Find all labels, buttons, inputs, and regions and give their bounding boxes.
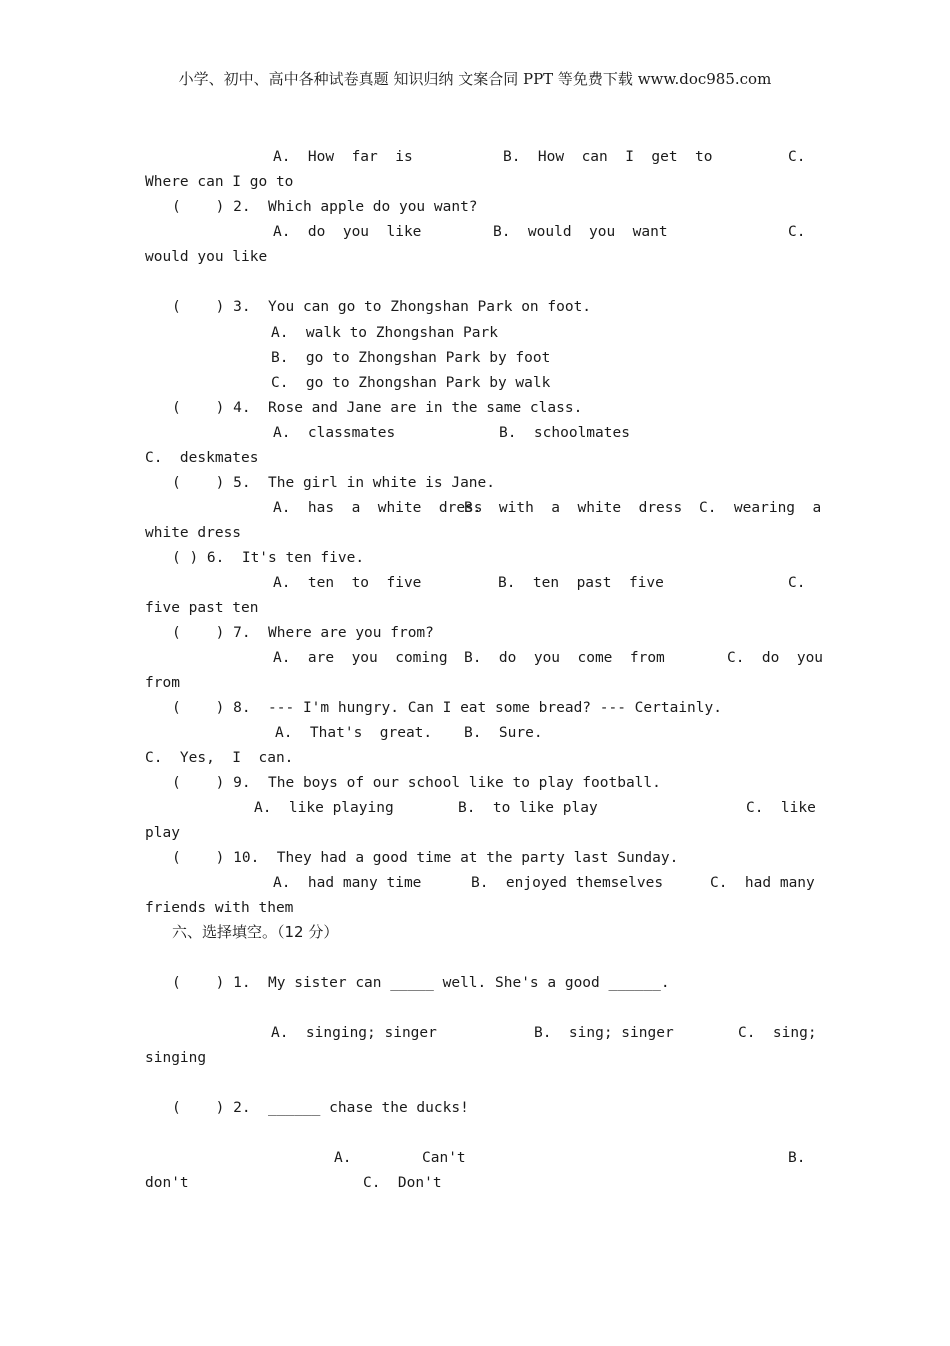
s6-q2-option-c: C. Don't	[363, 1175, 442, 1191]
q6-option-b: B. ten past five	[498, 575, 664, 591]
q7-option-c: C. do you	[727, 650, 824, 666]
s6-q2-option-a: A.	[334, 1150, 352, 1166]
q9-option-c-text: play	[145, 825, 180, 841]
q9-stem: ( ) 9. The boys of our school like to play football.	[172, 775, 661, 791]
q4-option-a: A. classmates	[273, 425, 396, 441]
q3-option-c: C. go to Zhongshan Park by walk	[271, 375, 551, 391]
q6-option-c-text: five past ten	[145, 600, 259, 616]
s6-q2-option-a-text: Can't	[422, 1150, 466, 1166]
s6-q2-option-b-text: don't	[145, 1175, 189, 1191]
q5-option-c-text: white dress	[145, 525, 242, 541]
s6-q1-option-c-text: singing	[145, 1050, 207, 1066]
q2-option-c: C.	[788, 224, 806, 240]
q1-option-a: A. How far is	[273, 149, 413, 165]
q8-option-c: C. Yes, I can.	[145, 750, 294, 766]
s6-q2-stem: ( ) 2. ______ chase the ducks!	[172, 1100, 469, 1116]
q4-option-c: C. deskmates	[145, 450, 259, 466]
q3-option-b: B. go to Zhongshan Park by foot	[271, 350, 551, 366]
q6-option-c: C.	[788, 575, 806, 591]
page-header: 小学、初中、高中各种试卷真题 知识归纳 文案合同 PPT 等免费下载 www.doc985.com	[178, 70, 772, 88]
s6-q1-stem: ( ) 1. My sister can _____ well. She's a good ______.	[172, 975, 670, 991]
q1-option-b: B. How can I get to	[503, 149, 713, 165]
q1-option-c-text: Where can I go to	[145, 174, 294, 190]
q9-option-b: B. to like play	[458, 800, 598, 816]
q7-stem: ( ) 7. Where are you from?	[172, 625, 434, 641]
q7-option-b: B. do you come from	[464, 650, 665, 666]
q6-stem: ( ) 6. It's ten five.	[172, 550, 365, 566]
s6-q2-option-b: B.	[788, 1150, 806, 1166]
q10-option-c-text: friends with them	[145, 900, 294, 916]
q10-stem: ( ) 10. They had a good time at the party last Sunday.	[172, 850, 679, 866]
q3-option-a: A. walk to Zhongshan Park	[271, 325, 498, 341]
q5-option-c: C. wearing a	[699, 500, 822, 516]
q10-option-b: B. enjoyed themselves	[471, 875, 664, 891]
q10-option-a: A. had many time	[273, 875, 422, 891]
q2-option-b: B. would you want	[493, 224, 668, 240]
s6-q1-option-a: A. singing; singer	[271, 1025, 437, 1041]
s6-q1-option-b: B. sing; singer	[534, 1025, 674, 1041]
s6-q1-option-c: C. sing;	[738, 1025, 817, 1041]
q9-option-a: A. like playing	[254, 800, 394, 816]
q4-stem: ( ) 4. Rose and Jane are in the same class.	[172, 400, 583, 416]
q9-option-c: C. like	[746, 800, 816, 816]
q5-option-b: B. with a white dress	[464, 500, 683, 516]
section-6-heading: 六、选择填空。（12 分）	[172, 923, 339, 941]
q8-option-a: A. That's great.	[275, 725, 433, 741]
q10-option-c: C. had many	[710, 875, 815, 891]
q3-stem: ( ) 3. You can go to Zhongshan Park on foot.	[172, 299, 592, 315]
q7-option-a: A. are you coming	[273, 650, 448, 666]
q7-option-c-text: from	[145, 675, 180, 691]
q2-option-c-text: would you like	[145, 249, 268, 265]
q8-stem: ( ) 8. --- I'm hungry. Can I eat some bread? --- Certainly.	[172, 700, 722, 716]
q8-option-b: B. Sure.	[464, 725, 543, 741]
q2-stem: ( ) 2. Which apple do you want?	[172, 199, 478, 215]
q1-option-c: C.	[788, 149, 806, 165]
q5-stem: ( ) 5. The girl in white is Jane.	[172, 475, 496, 491]
q6-option-a: A. ten to five	[273, 575, 422, 591]
q4-option-b: B. schoolmates	[499, 425, 630, 441]
q5-option-a: A. has a white dress	[273, 500, 483, 516]
q2-option-a: A. do you like	[273, 224, 422, 240]
